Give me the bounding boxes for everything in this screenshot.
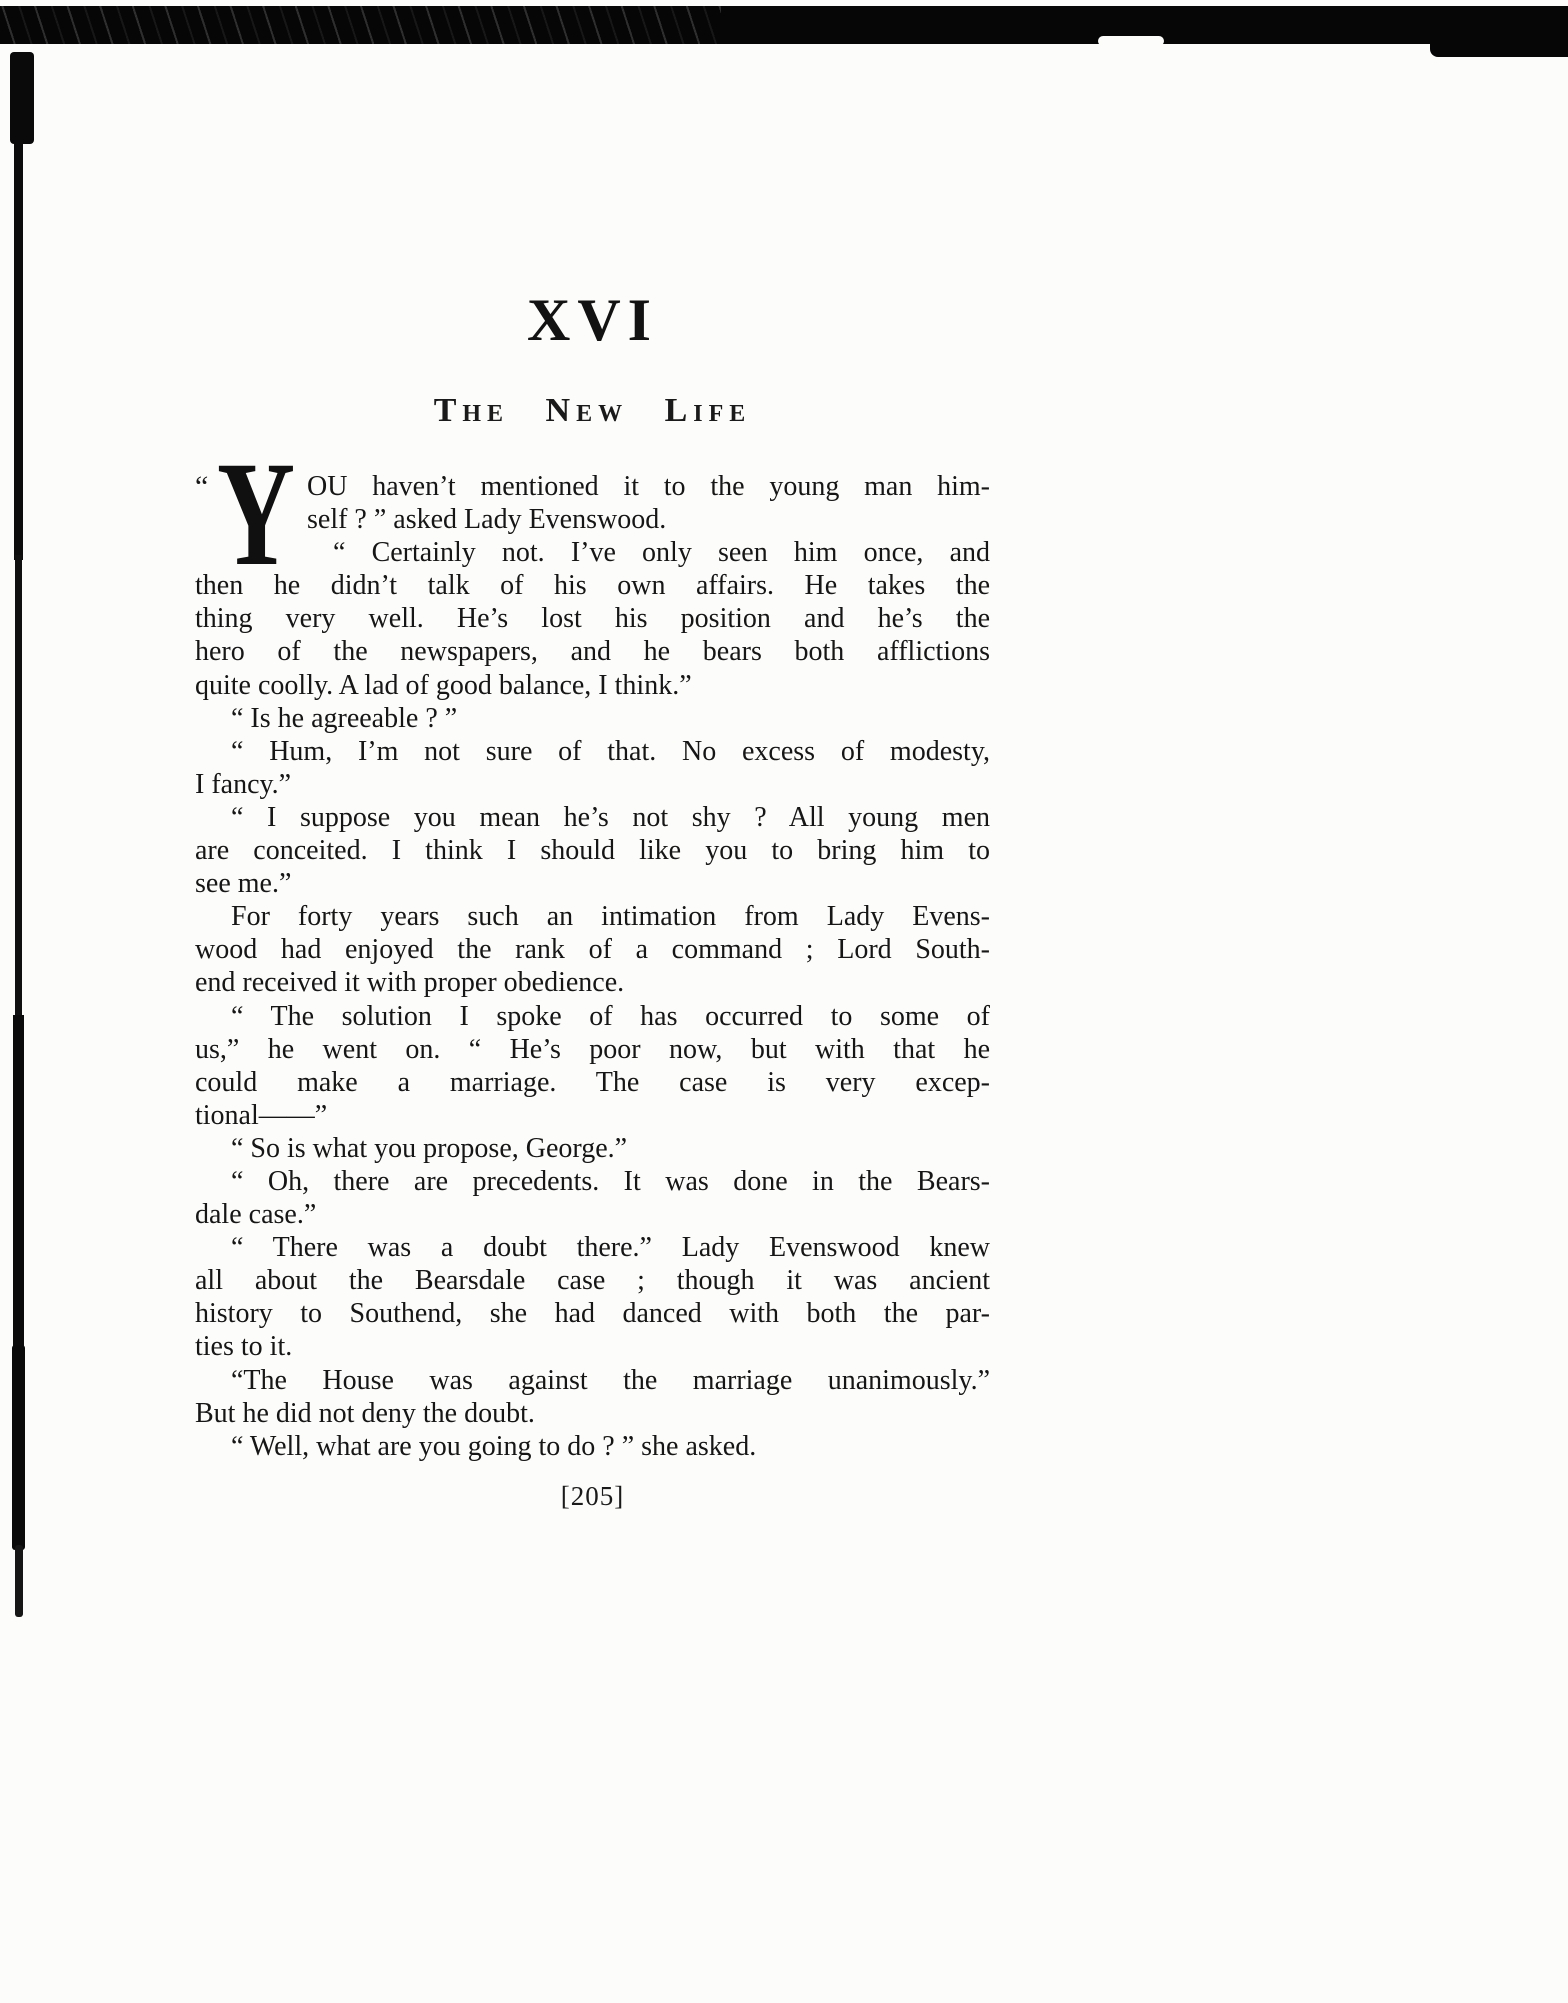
text-line: then he didn’t talk of his own affairs. He takes the [195, 570, 990, 602]
text-line: history to Southend, she had danced with both the par- [195, 1298, 990, 1330]
text-line: thing very well. He’s lost his position and he’s the [195, 603, 990, 635]
text-line: “ Hum, I’m not sure of that. No excess of modesty, [231, 735, 990, 767]
text-line: “ Certainly not. I’ve only seen him once, and [333, 537, 990, 569]
text-line: For forty years such an intimation from Lady Evens- [231, 901, 990, 933]
text-line: wood had enjoyed the rank of a command ; Lord South- [195, 934, 990, 966]
text-line: are conceited. I think I should like you to bring him to [195, 835, 990, 867]
drop-cap-letter: Y [217, 431, 295, 597]
text-line: could make a marriage. The case is very excep- [195, 1066, 990, 1098]
text-line: “ There was a doubt there.” Lady Evenswood knew [231, 1232, 990, 1264]
text-line: OU haven’t mentioned it to the young man him- [307, 471, 990, 502]
text-line: I fancy.” [195, 768, 292, 800]
text-line: But he did not deny the doubt. [195, 1397, 535, 1429]
text-line: tional——” [195, 1099, 328, 1131]
text-line: hero of the newspapers, and he bears both afflictions [195, 636, 990, 668]
scan-artifact-corner-blob [1430, 42, 1568, 57]
text-line: end received it with proper obedience. [195, 967, 625, 999]
text-line: quite coolly. A lad of good balance, I think.” [195, 669, 692, 701]
page-number: [205] [560, 1480, 625, 1511]
scan-artifact-bar-notch [1098, 36, 1164, 46]
text-line: self ? ” asked Lady Evenswood. [307, 504, 667, 536]
text-line: all about the Bearsdale case ; though it was ancient [195, 1265, 990, 1297]
text-line: “ Well, what are you going to do ? ” she asked. [231, 1430, 757, 1462]
body-text [195, 431, 990, 1463]
text-line: “ The solution I spoke of has occurred to some of [231, 1000, 990, 1032]
text-line: “ So is what you propose, George.” [231, 1132, 628, 1164]
text-line: ties to it. [195, 1331, 293, 1363]
text-line: see me.” [195, 868, 292, 900]
chapter-number: XVI [526, 287, 658, 353]
text-line: “ Is he agreeable ? ” [231, 702, 458, 734]
text-line: “ Oh, there are precedents. It was done in the Bears- [231, 1165, 990, 1197]
page-text-block [195, 0, 990, 2003]
drop-cap [195, 431, 305, 597]
text-line: dale case.” [195, 1199, 317, 1231]
scan-artifact-left-edge [0, 0, 50, 2003]
open-quote-mark: “ [195, 470, 209, 503]
text-line: “The House was against the marriage unanimously.” [231, 1364, 990, 1396]
text-line: us,” he went on. “ He’s poor now, but with that he [195, 1033, 990, 1065]
text-line: “ I suppose you mean he’s not shy ? All young men [231, 801, 990, 833]
chapter-title: The New Life [433, 392, 752, 429]
